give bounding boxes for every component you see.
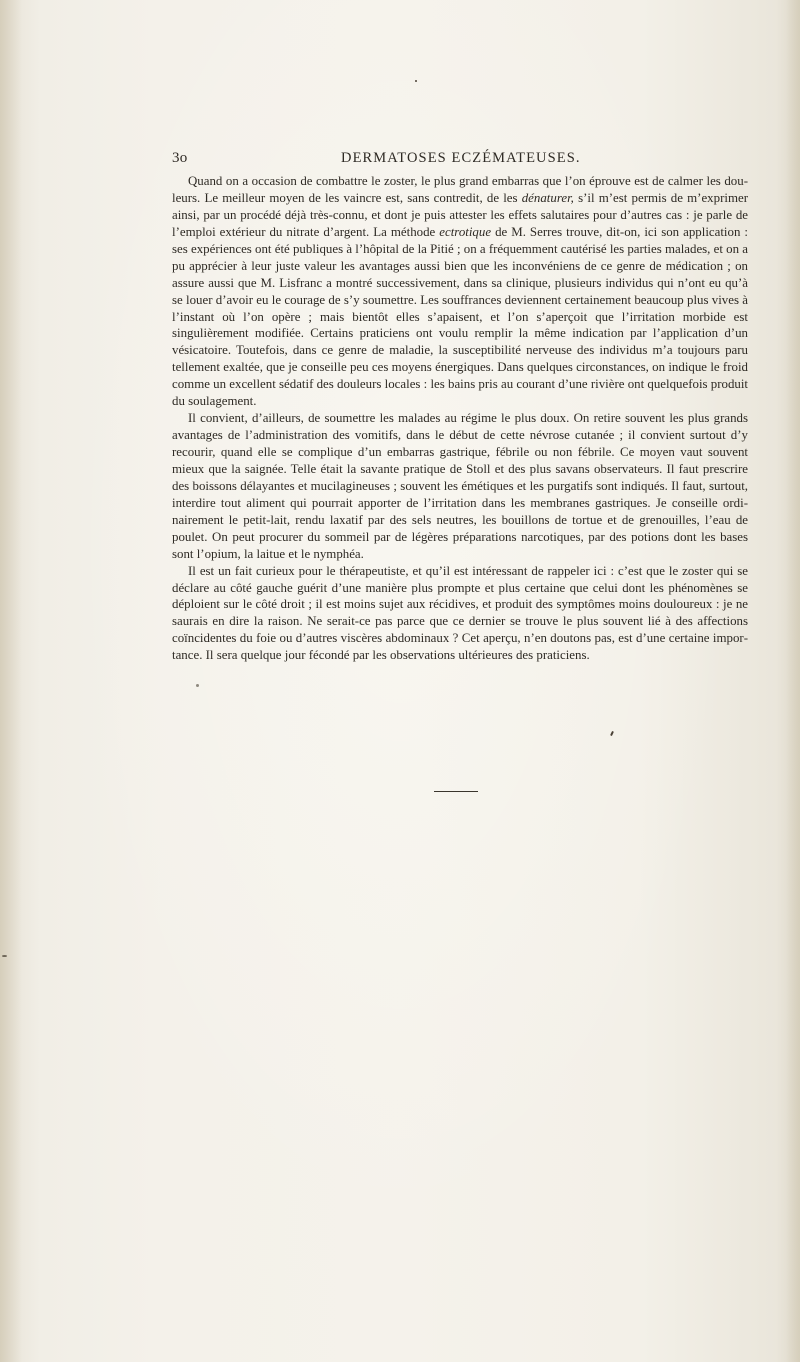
page-edge-shadow-left [0,0,22,1362]
text-run: s’il m’est permis de m’exprimer ainsi, par un procédé déjà très-connu, et dont je puis attester les effets salutaires pour d’autres cas : je parle de l’emploi extérieur du nitrate d’argent. La méthode [172,190,748,239]
page-number: 3o [172,150,188,166]
text-run: de M. Serres trouve, dit-on, ici son application : ses expériences ont été publiques à l’hôpital de la Pitié ; on a fréquemment cautérisé les parties malades, et on a pu apprécier à leur juste valeur les avantages aussi bien que les inconvéniens de ce genre de médication ; on assure aussi que M. Lisfranc a montré successivement, dans sa clinique, plusieurs individus qui n’ont eu qu’à se louer d’avoir eu le courage de s’y soumettre. Les souffrances deviennent certainement beaucoup plus vives à l’instant où l’on opère ; mais bientôt elles s’apaisent, et l’on s’aperçoit que l’irritation morbide est singulièrement modifiée. Certains praticiens ont voulu remplir la même indication par l’application d’un vésicatoire. Toutefois, dans ce genre de maladie, la susceptibilité nerveuse des individus m’a toujours paru tellement exaltée, que je conseille peu ces moyens énergiques. Dans quelques circonstances, on indique le froid comme un excellent sédatif des douleurs locales : les bains pris au courant d’une rivière ont quelquefois produit du soulagement. [172,224,748,409]
section-end-rule [434,791,478,792]
italic-term: dénaturer, [521,190,574,205]
paragraph-local-treatment [172,173,748,410]
body-text [172,173,748,664]
ink-speck [610,731,614,736]
running-head [172,150,748,172]
ink-speck [2,955,7,957]
page-heading: DERMATOSES ECZÉMATEUSES. [341,150,581,166]
paragraph-diet-regimen [172,410,748,562]
paragraph-left-side-observation [172,563,748,665]
page-edge-shadow-right [786,0,800,1362]
text-run: Il convient, d’ailleurs, de soumettre les malades au régime le plus doux. On retire souvent les plus grands avantages de l’administration des vomitifs, dans le début de cette névrose cutanée ; il convient surtout d’y recourir, quand elle se complique d’un embarras gastrique, fébrile ou non fébrile. Ce moyen vaut souvent mieux que la saignée. Telle était la savante pratique de Stoll et des plus savans observateurs. Il faut prescrire des boissons délayantes et mucilagineuses ; souvent les émétiques et les purgatifs sont indiqués. Il faut, surtout, interdire tout aliment qui pourrait apporter de l’irritation dans les membranes gastriques. Je conseille ordinairement le petit-lait, rendu laxatif par des sels neutres, les bouillons de tortue et de grenouilles, l’eau de poulet. On peut procurer du sommeil par de légères préparations narcotiques, par des potions dont les bases sont l’opium, la laitue et le nymphéa. [172,411,748,561]
ink-speck [415,80,417,82]
italic-term: ectrotique [439,224,492,239]
ink-speck [196,684,199,687]
text-run: Quand on a occasion de combattre le zoster, le plus grand embarras que l’on éprouve est de calmer les douleurs. Le meilleur moyen de les vaincre est, sans contredit, de les [172,174,748,205]
text-run: Il est un fait curieux pour le thérapeutiste, et qu’il est intéressant de rappeler ici : c’est que le zoster qui se déclare au côté gauche guérit d’une manière plus prompte et plus certaine que celui dont les phénomènes se déploient sur le côté droit ; il est moins sujet aux récidives, et produit des symptômes moins douloureux : je ne saurais en dire la raison. Ne serait-ce pas parce que ce dernier se trouve le plus souvent lié à des affections coïncidentes du foie ou d’autres viscères abdominaux ? Cet aperçu, n’en doutons pas, est d’une certaine importance. Il sera quelque jour fécondé par les observations ultérieures des praticiens. [172,563,748,663]
